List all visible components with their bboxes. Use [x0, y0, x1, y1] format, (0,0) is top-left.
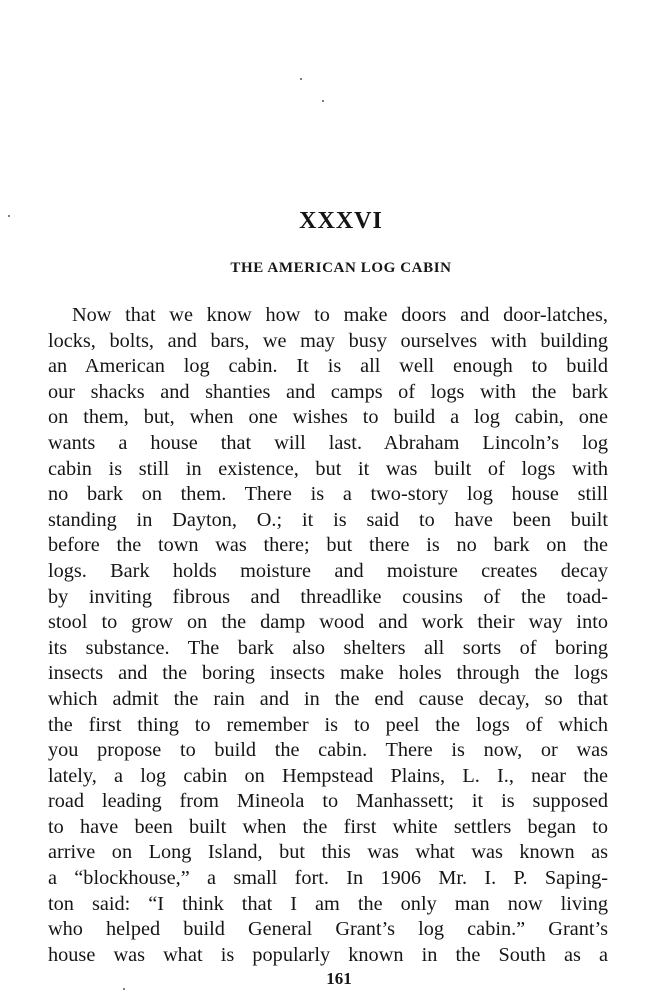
text-line: its substance. The bark also shelters all sorts of boring — [48, 636, 608, 659]
scan-speck — [123, 988, 125, 990]
page-number: 161 — [326, 969, 352, 988]
chapter-title: THE AMERICAN LOG CABIN — [230, 260, 452, 276]
text-line: to have been built when the first white settlers began to — [48, 815, 608, 838]
text-line: Now that we know how to make doors and door-latches, — [72, 304, 608, 326]
text-line: lately, a log cabin on Hempstead Plains, L. I., near the — [48, 764, 608, 787]
text-line: an American log cabin. It is all well enough to build — [48, 355, 608, 378]
chapter-number: XXXVI — [299, 208, 383, 234]
text-line: wants a house that will last. Abraham Lincoln’s log — [48, 431, 608, 454]
text-line: standing in Dayton, O.; it is said to have been built — [48, 508, 608, 531]
scan-speck — [8, 215, 10, 217]
text-line: stool to grow on the damp wood and work their way into — [48, 611, 608, 634]
text-line: which admit the rain and in the end cause decay, so that — [48, 687, 608, 710]
text-line: house was what is popularly known in the South as a — [48, 943, 608, 966]
text-line: before the town was there; but there is no bark on the — [48, 534, 608, 557]
text-line: who helped build General Grant’s log cabin.” Grant’s — [48, 918, 608, 941]
body-paragraph — [48, 303, 608, 968]
text-line: by inviting fibrous and threadlike cousins of the toad- — [48, 585, 608, 608]
text-line: cabin is still in existence, but it was built of logs with — [48, 457, 608, 480]
text-line: a “blockhouse,” a small fort. In 1906 Mr. I. P. Saping- — [48, 867, 608, 890]
scan-speck — [322, 100, 324, 102]
text-line: our shacks and shanties and camps of logs with the bark — [48, 380, 608, 403]
text-line: insects and the boring insects make holes through the logs — [48, 662, 608, 685]
text-line: locks, bolts, and bars, we may busy ourselves with building — [48, 329, 608, 352]
text-line: you propose to build the cabin. There is now, or was — [48, 739, 608, 762]
text-line: ton said: “I think that I am the only man now living — [48, 892, 608, 915]
text-line: the first thing to remember is to peel the logs of which — [48, 713, 608, 736]
text-line: logs. Bark holds moisture and moisture creates decay — [48, 559, 608, 582]
text-line: no bark on them. There is a two-story log house still — [48, 483, 608, 506]
scan-speck — [300, 78, 302, 80]
text-line: arrive on Long Island, but this was what was known as — [48, 841, 608, 864]
text-line: on them, but, when one wishes to build a log cabin, one — [48, 406, 608, 429]
text-line: road leading from Mineola to Manhassett; it is supposed — [48, 790, 608, 813]
